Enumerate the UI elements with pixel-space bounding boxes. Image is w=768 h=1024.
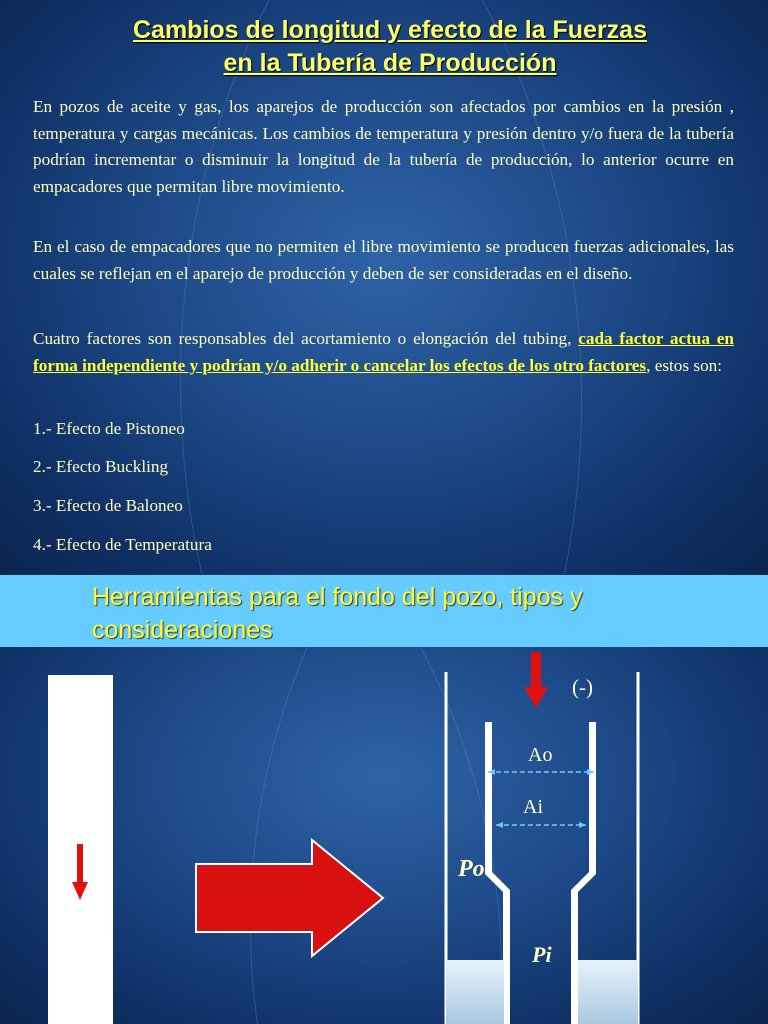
- right-arrow-icon: [196, 840, 383, 956]
- ai-label: Ai: [523, 796, 543, 818]
- paragraph-3-end: , estos son:: [646, 355, 723, 375]
- banner-line-2: consideraciones: [92, 616, 273, 644]
- ao-label: Ao: [528, 744, 553, 766]
- paragraph-3: [33, 326, 734, 379]
- ao-dimension-line: [488, 769, 594, 775]
- sign-label: (-): [572, 675, 593, 699]
- pi-label: Pi: [532, 942, 552, 967]
- slide-title: [20, 14, 760, 80]
- list-item: 1.- Efecto de Pistoneo: [33, 419, 185, 438]
- piston-diagram: [0, 574, 768, 1024]
- paragraph-3-start: Cuatro factores son responsables del acortamiento o elongación del tubing,: [33, 329, 579, 348]
- banner-line-1: Herramientas para el fondo del pozo, tipos y: [92, 583, 583, 611]
- ai-dimension-line: [496, 822, 586, 828]
- list-item: 2.- Efecto Buckling: [33, 457, 169, 476]
- po-label: Po: [458, 856, 485, 882]
- title-line-1: Cambios de longitud y efecto de la Fuerzas: [133, 16, 647, 44]
- list-item: 3.- Efecto de Baloneo: [33, 496, 183, 515]
- down-arrow-icon: [524, 652, 548, 708]
- slide-herramientas: [0, 574, 768, 1024]
- packer-right: [578, 960, 638, 1024]
- title-line-2: en la Tubería de Producción: [223, 49, 557, 77]
- paragraph-2: En el caso de empacadores que no permiten el libre movimiento se producen fuerzas adicionales, las cuales se reflejan en el aparejo de producción y deben de ser consideradas en el diseño.: [33, 237, 734, 283]
- paragraph-3-highlight: cada factor actua en forma independiente y podrían y/o adherir o cancelar los efectos de los otro factores: [33, 329, 734, 375]
- paragraph-1: En pozos de aceite y gas, los aparejos de producción son afectados por cambios en la presión , temperatura y cargas mecánicas. Los cambios de temperatura y presión dentro y/o fuera de la tubería podrían incrementar o disminuir la longitud de la tubería de producción, lo anterior ocurre en empacadores que permitan libre movimiento.: [33, 97, 734, 196]
- packer-left: [446, 960, 504, 1024]
- list-item: 4.- Efecto de Temperatura: [33, 535, 212, 554]
